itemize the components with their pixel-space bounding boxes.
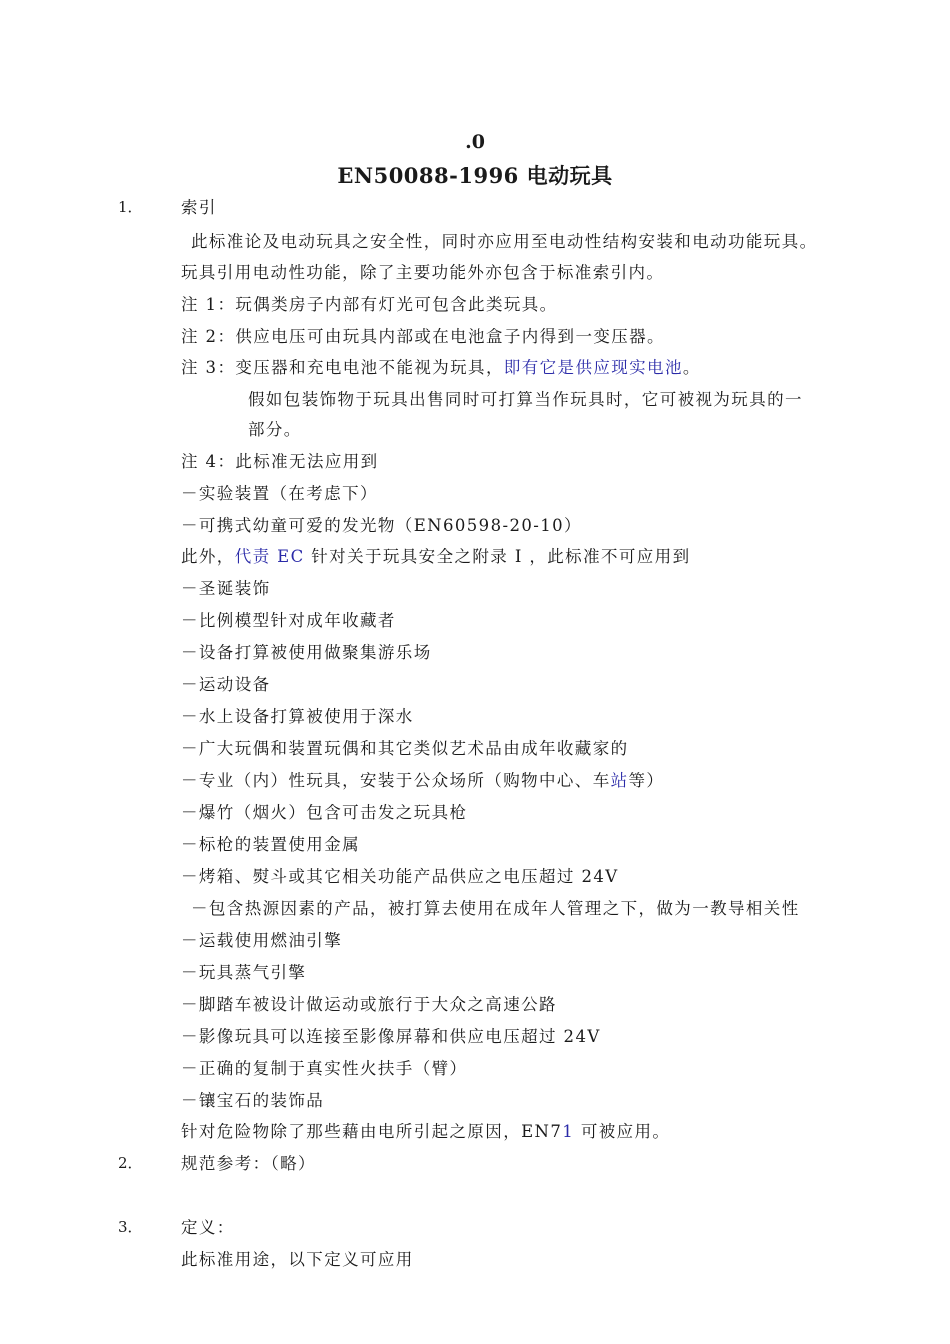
ec-paragraph-rest: 针对关于玩具安全之附录 I ，此标准不可应用到	[304, 547, 691, 566]
document-title: EN50088-1996 电动玩具	[337, 163, 613, 188]
section-1-heading: 索引	[181, 198, 217, 217]
decoration-note-line-1: 假如包装饰物于玩具出售同时可打算当作玩具时，它可被视为玩具的一	[248, 390, 803, 409]
list-item: －正确的复制于真实性火扶手（臂）	[181, 1059, 468, 1078]
note-1: 注 1：玩偶类房子内部有灯光可包含此类玩具。	[181, 295, 558, 314]
document-version: .0	[465, 131, 485, 153]
section-3-heading: 定义：	[181, 1218, 235, 1237]
list-item: －烤箱、熨斗或其它相关功能产品供应之电压超过 24V	[181, 867, 619, 886]
list-item: －水上设备打算被使用于深水	[181, 707, 414, 726]
list-item: －包含热源因素的产品，被打算去使用在成年人管理之下，做为一教导相关性	[191, 899, 800, 918]
section-3-number: 3．	[118, 1218, 143, 1236]
list-item: －比例模型针对成年收藏者	[181, 611, 396, 630]
ec-paragraph-link-text: 代责 EC	[234, 547, 305, 566]
list-item: －爆竹（烟火）包含可击发之玩具枪	[181, 803, 468, 822]
list-item-end: 等）	[628, 771, 665, 790]
note-4: 注 4：此标准无法应用到	[181, 452, 379, 471]
list-item	[181, 767, 664, 791]
list-item: －脚踏车被设计做运动或旅行于大众之高速公路	[181, 995, 557, 1014]
note-3	[181, 354, 701, 378]
note-3-end: 。	[682, 358, 701, 377]
final-paragraph-end: 可被应用。	[574, 1122, 671, 1141]
note-2: 注 2：供应电压可由玩具内部或在电池盒子内得到一变压器。	[181, 327, 665, 346]
list-item: －广大玩偶和装置玩偶和其它类似艺术品由成年收藏家的	[181, 739, 629, 758]
scope-paragraph-1: 此标准论及电动玩具之安全性，同时亦应用至电动性结构安装和电动功能玩具。	[191, 232, 818, 251]
note-3-text: 注 3：变压器和充电电池不能视为玩具，	[181, 358, 504, 377]
list-item-link-text: 站	[610, 771, 629, 790]
list-item: －运动设备	[181, 675, 271, 694]
section-2-heading: 规范参考：（略）	[181, 1154, 316, 1173]
list-item: －镶宝石的装饰品	[181, 1091, 325, 1110]
note-3-link-text: 即有它是供应现实电池	[503, 358, 683, 377]
ec-paragraph	[181, 543, 690, 567]
list-item: －圣诞装饰	[181, 579, 271, 598]
ec-paragraph-start: 此外，	[181, 547, 235, 566]
list-item: －设备打算被使用做聚集游乐场	[181, 643, 432, 662]
decoration-note-line-2: 部分。	[248, 420, 302, 439]
list-item: －实验装置（在考虑下）	[181, 484, 378, 503]
list-item: －影像玩具可以连接至影像屏幕和供应电压超过 24V	[181, 1027, 601, 1046]
section-1-number: 1．	[118, 198, 143, 216]
final-paragraph-text: 针对危险物除了那些藉由电所引起之原因，EN7	[181, 1122, 563, 1141]
scope-paragraph-2: 玩具引用电动性功能，除了主要功能外亦包含于标准索引内。	[181, 263, 665, 282]
list-item: －可携式幼童可爱的发光物（EN60598-20-10）	[181, 516, 582, 535]
list-item: －玩具蒸气引擎	[181, 963, 307, 982]
section-2-number: 2．	[118, 1154, 143, 1172]
list-item: －标枪的装置使用金属	[181, 835, 360, 854]
list-item: －运载使用燃油引擎	[181, 931, 343, 950]
definitions-intro: 此标准用途，以下定义可应用	[181, 1250, 414, 1269]
final-paragraph	[181, 1118, 670, 1142]
final-paragraph-link-text: 1	[562, 1122, 575, 1141]
list-item-text: －专业（内）性玩具，安装于公众场所（购物中心、车	[181, 771, 611, 790]
